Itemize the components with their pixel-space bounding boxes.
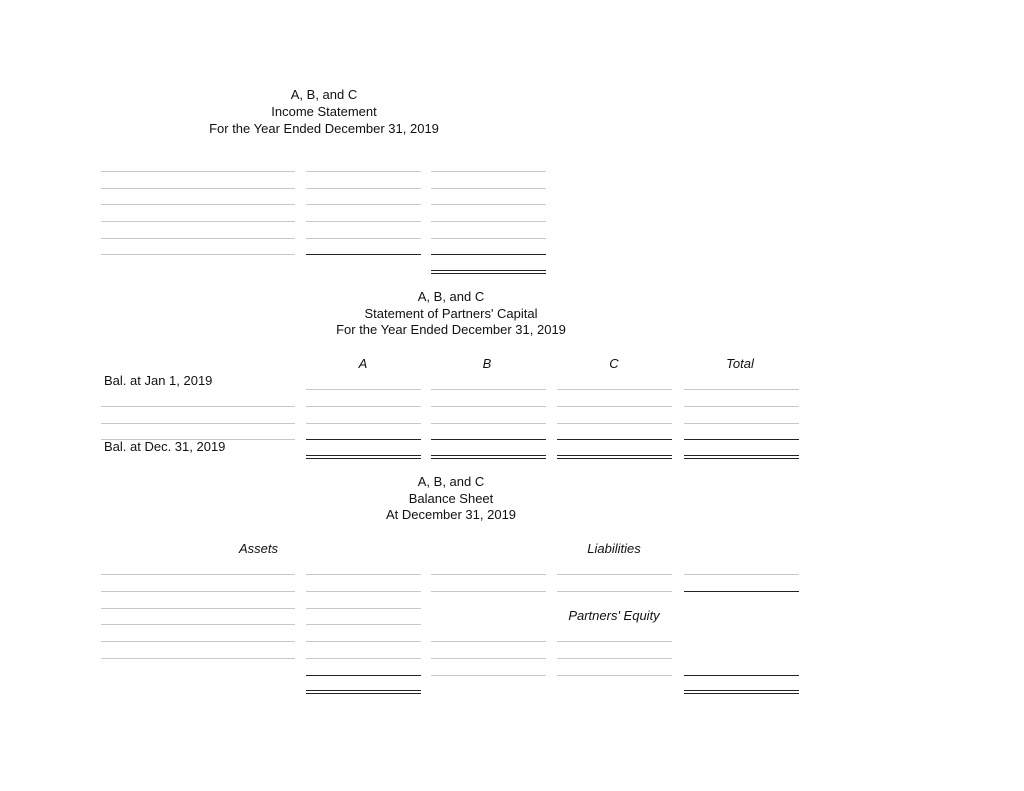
asset-label-line[interactable] bbox=[101, 641, 295, 642]
capital-subtotal-line[interactable] bbox=[557, 439, 672, 440]
capital-cell-line[interactable] bbox=[306, 423, 421, 424]
income-entity: A, B, and C bbox=[290, 87, 358, 102]
total-liabilities-equity-line[interactable] bbox=[684, 675, 799, 676]
capital-cell-line[interactable] bbox=[684, 406, 799, 407]
income-total-line[interactable] bbox=[431, 188, 546, 189]
partners-equity-heading: Partners' Equity bbox=[568, 608, 660, 623]
row-label-closing-balance: Bal. at Dec. 31, 2019 bbox=[104, 439, 226, 454]
asset-label-line[interactable] bbox=[101, 574, 295, 575]
column-header-a: A bbox=[358, 356, 368, 371]
capital-cell-line[interactable] bbox=[684, 423, 799, 424]
liability-total-line[interactable] bbox=[684, 574, 799, 575]
assets-heading: Assets bbox=[239, 541, 279, 556]
asset-label-line[interactable] bbox=[101, 608, 295, 609]
column-header-b: B bbox=[482, 356, 492, 371]
capital-cell-line[interactable] bbox=[431, 406, 546, 407]
income-label-line[interactable] bbox=[101, 204, 295, 205]
capital-cell-line[interactable] bbox=[431, 389, 546, 390]
income-title: Income Statement bbox=[271, 104, 377, 119]
income-total-line[interactable] bbox=[431, 238, 546, 239]
liabilities-heading: Liabilities bbox=[587, 541, 641, 556]
income-label-line[interactable] bbox=[101, 221, 295, 222]
liability-label-line[interactable] bbox=[431, 591, 546, 592]
capital-cell-line[interactable] bbox=[557, 406, 672, 407]
capital-entity: A, B, and C bbox=[417, 289, 485, 304]
income-label-line[interactable] bbox=[101, 238, 295, 239]
asset-label-line[interactable] bbox=[101, 591, 295, 592]
row-label-opening-balance: Bal. at Jan 1, 2019 bbox=[104, 373, 213, 388]
income-amount-line[interactable] bbox=[306, 221, 421, 222]
capital-period: For the Year Ended December 31, 2019 bbox=[336, 322, 566, 337]
income-label-line[interactable] bbox=[101, 171, 295, 172]
asset-amount-line[interactable] bbox=[306, 641, 421, 642]
liability-amount-line[interactable] bbox=[557, 591, 672, 592]
equity-amount-line[interactable] bbox=[557, 641, 672, 642]
asset-amount-line[interactable] bbox=[306, 574, 421, 575]
total-liabilities-line[interactable] bbox=[684, 591, 799, 592]
capital-subtotal-line[interactable] bbox=[431, 439, 546, 440]
capital-cell-line[interactable] bbox=[431, 423, 546, 424]
income-label-line[interactable] bbox=[101, 188, 295, 189]
income-label-line[interactable] bbox=[101, 254, 295, 255]
equity-amount-line[interactable] bbox=[557, 675, 672, 676]
capital-cell-line[interactable] bbox=[306, 389, 421, 390]
balance-entity: A, B, and C bbox=[417, 474, 485, 489]
total-assets-double-underline[interactable] bbox=[306, 690, 421, 694]
income-amount-line[interactable] bbox=[306, 238, 421, 239]
income-subtotal-line[interactable] bbox=[306, 254, 421, 255]
equity-label-line[interactable] bbox=[431, 641, 546, 642]
income-amount-line[interactable] bbox=[306, 204, 421, 205]
capital-double-underline[interactable] bbox=[684, 455, 799, 459]
asset-amount-line[interactable] bbox=[306, 658, 421, 659]
liability-label-line[interactable] bbox=[431, 574, 546, 575]
total-liabilities-equity-double-underline[interactable] bbox=[684, 690, 799, 694]
balance-title: Balance Sheet bbox=[408, 491, 494, 506]
equity-amount-line[interactable] bbox=[557, 658, 672, 659]
income-amount-line[interactable] bbox=[306, 171, 421, 172]
income-total-line[interactable] bbox=[431, 221, 546, 222]
equity-label-line[interactable] bbox=[431, 658, 546, 659]
capital-title: Statement of Partners' Capital bbox=[364, 306, 538, 321]
income-total-line[interactable] bbox=[431, 204, 546, 205]
capital-double-underline[interactable] bbox=[431, 455, 546, 459]
capital-cell-line[interactable] bbox=[557, 423, 672, 424]
asset-label-line[interactable] bbox=[101, 658, 295, 659]
capital-cell-line[interactable] bbox=[557, 389, 672, 390]
balance-period: At December 31, 2019 bbox=[385, 507, 517, 522]
capital-cell-line[interactable] bbox=[684, 389, 799, 390]
asset-amount-line[interactable] bbox=[306, 624, 421, 625]
capital-subtotal-line[interactable] bbox=[306, 439, 421, 440]
liability-amount-line[interactable] bbox=[557, 574, 672, 575]
asset-label-line[interactable] bbox=[101, 624, 295, 625]
total-assets-line[interactable] bbox=[306, 675, 421, 676]
asset-amount-line[interactable] bbox=[306, 608, 421, 609]
asset-amount-line[interactable] bbox=[306, 591, 421, 592]
income-amount-line[interactable] bbox=[306, 188, 421, 189]
column-header-c: C bbox=[609, 356, 619, 371]
capital-subtotal-line[interactable] bbox=[684, 439, 799, 440]
capital-label-line[interactable] bbox=[101, 423, 295, 424]
income-subtotal-line[interactable] bbox=[431, 254, 546, 255]
column-header-total: Total bbox=[726, 356, 754, 371]
capital-label-line[interactable] bbox=[101, 406, 295, 407]
net-income-double-underline[interactable] bbox=[431, 270, 546, 274]
income-total-line[interactable] bbox=[431, 171, 546, 172]
capital-cell-line[interactable] bbox=[306, 406, 421, 407]
capital-double-underline[interactable] bbox=[557, 455, 672, 459]
income-period: For the Year Ended December 31, 2019 bbox=[209, 121, 439, 136]
capital-double-underline[interactable] bbox=[306, 455, 421, 459]
equity-label-line[interactable] bbox=[431, 675, 546, 676]
